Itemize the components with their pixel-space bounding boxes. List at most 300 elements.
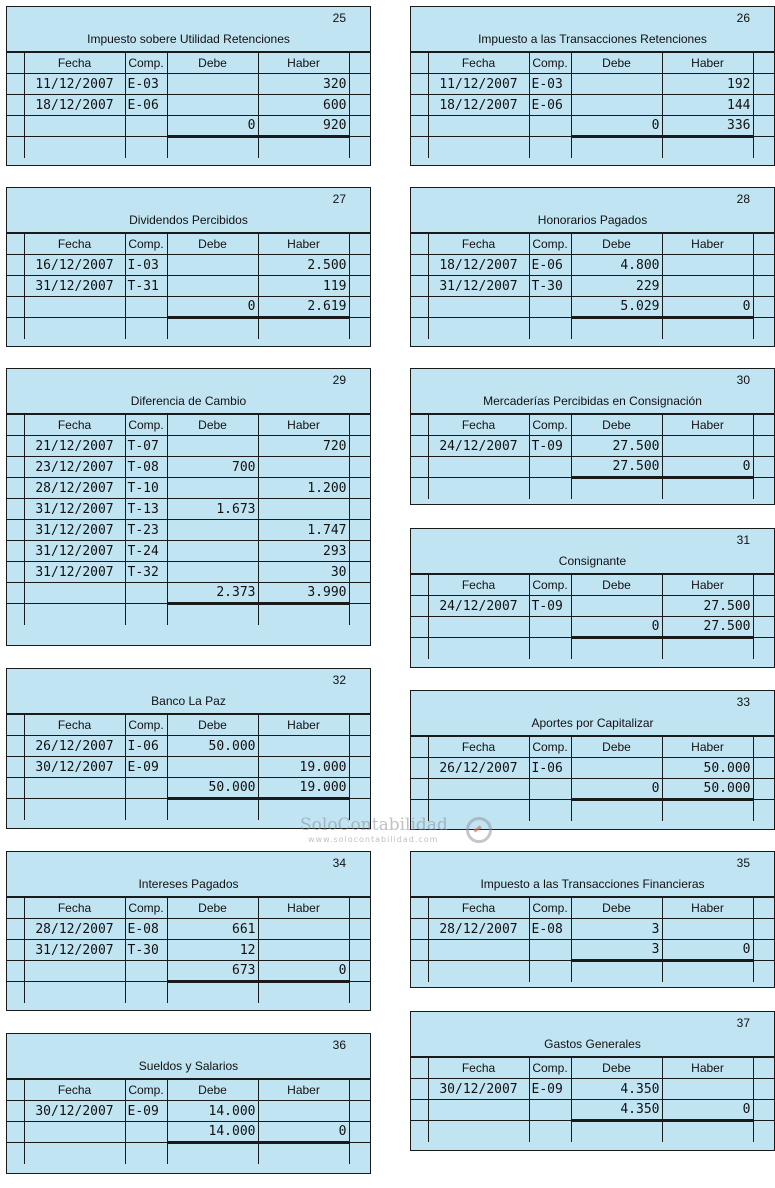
margin-cell [411, 276, 428, 297]
total-debit: 3 [571, 940, 662, 961]
empty-cell [571, 137, 662, 158]
entry-row [411, 95, 774, 116]
margin-cell [411, 1058, 428, 1079]
account-title: Aportes por Capitalizar [531, 716, 654, 730]
empty-cell [529, 779, 571, 800]
empty-cell [24, 116, 125, 137]
account-29 [6, 368, 371, 646]
col-header-comp: Comp. [529, 415, 571, 436]
entry-row [7, 541, 370, 562]
empty-cell [428, 1100, 529, 1121]
header-row [411, 898, 774, 919]
margin-cell [411, 758, 428, 779]
empty-cell [349, 318, 370, 339]
col-header-haber: Haber [258, 1080, 349, 1101]
blank-row [7, 318, 370, 339]
empty-cell [24, 604, 125, 625]
entry-debit [167, 276, 258, 297]
entry-voucher: E-09 [125, 757, 167, 778]
margin-cell [7, 898, 24, 919]
account-header [411, 1012, 774, 1057]
account-number: 25 [332, 11, 346, 25]
total-credit: 19.000 [258, 778, 349, 799]
margin-cell [7, 541, 24, 562]
entry-row [411, 1079, 774, 1100]
total-credit: 0 [258, 961, 349, 982]
account-number: 36 [332, 1038, 346, 1052]
account-36 [6, 1033, 371, 1174]
account-header [411, 188, 774, 233]
margin-cell [411, 436, 428, 457]
margin-cell [7, 234, 24, 255]
blank-row [411, 961, 774, 982]
entry-credit: 50.000 [662, 758, 753, 779]
entry-date: 28/12/2007 [24, 919, 125, 940]
margin-cell [411, 415, 428, 436]
header-row [7, 898, 370, 919]
entry-date: 21/12/2007 [24, 436, 125, 457]
margin-cell [753, 758, 774, 779]
col-header-debe: Debe [571, 575, 662, 596]
entry-voucher: E-06 [125, 95, 167, 116]
entry-date: 28/12/2007 [24, 478, 125, 499]
entry-date: 31/12/2007 [24, 541, 125, 562]
totals-row [7, 116, 370, 137]
col-header-fecha: Fecha [24, 1080, 125, 1101]
blank-row [7, 982, 370, 1003]
margin-cell [7, 736, 24, 757]
empty-cell [428, 116, 529, 137]
header-row [7, 715, 370, 736]
entry-row [411, 74, 774, 95]
empty-cell [24, 137, 125, 158]
empty-cell [529, 617, 571, 638]
entry-row [411, 436, 774, 457]
entry-voucher: E-09 [529, 1079, 571, 1100]
margin-cell [349, 276, 370, 297]
col-header-comp: Comp. [125, 1080, 167, 1101]
empty-cell [753, 961, 774, 982]
account-number: 26 [736, 11, 750, 25]
entry-row [411, 255, 774, 276]
empty-cell [411, 961, 428, 982]
entry-row [411, 758, 774, 779]
col-header-fecha: Fecha [24, 53, 125, 74]
empty-cell [753, 478, 774, 499]
margin-cell [7, 715, 24, 736]
entry-credit [662, 919, 753, 940]
account-34 [6, 851, 371, 1011]
totals-row [7, 1122, 370, 1143]
empty-cell [24, 799, 125, 820]
margin-cell [411, 898, 428, 919]
empty-cell [125, 583, 167, 604]
col-header-debe: Debe [571, 737, 662, 758]
empty-cell [411, 478, 428, 499]
margin-cell [349, 757, 370, 778]
empty-cell [428, 940, 529, 961]
margin-cell [7, 499, 24, 520]
margin-cell [753, 779, 774, 800]
account-title: Consignante [558, 554, 627, 568]
total-debit: 5.029 [571, 297, 662, 318]
entry-credit [258, 919, 349, 940]
margin-cell [7, 520, 24, 541]
account-header [411, 691, 774, 736]
col-header-comp: Comp. [125, 898, 167, 919]
empty-cell [411, 318, 428, 339]
account-25 [6, 6, 371, 166]
margin-cell [411, 53, 428, 74]
entry-row [7, 436, 370, 457]
margin-cell [349, 1101, 370, 1122]
empty-cell [428, 1121, 529, 1142]
entry-voucher: T-13 [125, 499, 167, 520]
margin-cell [753, 74, 774, 95]
empty-cell [125, 318, 167, 339]
total-credit: 3.990 [258, 583, 349, 604]
entry-date: 26/12/2007 [428, 758, 529, 779]
totals-row [7, 778, 370, 799]
account-title: Mercaderías Percibidas en Consignación [483, 394, 702, 408]
ledger-table [411, 52, 774, 158]
blank-row [7, 137, 370, 158]
margin-cell [411, 116, 428, 137]
empty-cell [125, 604, 167, 625]
account-number: 29 [332, 373, 346, 387]
total-credit: 0 [662, 297, 753, 318]
empty-cell [411, 638, 428, 659]
account-header [411, 7, 774, 52]
ledger-table [411, 233, 774, 339]
margin-cell [753, 436, 774, 457]
entry-voucher: T-30 [125, 940, 167, 961]
empty-cell [125, 1143, 167, 1164]
entry-credit: 720 [258, 436, 349, 457]
totals-row [411, 779, 774, 800]
entry-row [7, 255, 370, 276]
empty-cell [349, 137, 370, 158]
col-header-comp: Comp. [529, 234, 571, 255]
totals-row [7, 297, 370, 318]
entry-voucher: T-23 [125, 520, 167, 541]
empty-cell [411, 1121, 428, 1142]
col-header-debe: Debe [167, 234, 258, 255]
col-header-haber: Haber [662, 234, 753, 255]
ledger-table [7, 52, 370, 158]
entry-credit: 144 [662, 95, 753, 116]
empty-cell [411, 137, 428, 158]
entry-date: 24/12/2007 [428, 436, 529, 457]
total-credit: 336 [662, 116, 753, 137]
margin-cell [7, 95, 24, 116]
margin-cell [753, 919, 774, 940]
account-header [7, 1034, 370, 1079]
margin-cell [349, 583, 370, 604]
account-title: Dividendos Percibidos [129, 213, 248, 227]
col-header-comp: Comp. [125, 415, 167, 436]
col-header-debe: Debe [571, 1058, 662, 1079]
margin-cell [753, 457, 774, 478]
entry-date: 30/12/2007 [24, 757, 125, 778]
entry-date: 18/12/2007 [24, 95, 125, 116]
ledger-table [7, 233, 370, 339]
entry-date: 30/12/2007 [428, 1079, 529, 1100]
margin-cell [349, 234, 370, 255]
margin-cell [349, 715, 370, 736]
empty-cell [24, 318, 125, 339]
entry-debit: 700 [167, 457, 258, 478]
empty-cell [167, 799, 258, 820]
empty-cell [24, 778, 125, 799]
empty-cell [571, 961, 662, 982]
empty-cell [753, 318, 774, 339]
margin-cell [7, 74, 24, 95]
col-header-fecha: Fecha [428, 737, 529, 758]
entry-debit: 12 [167, 940, 258, 961]
col-header-comp: Comp. [529, 898, 571, 919]
empty-cell [125, 1122, 167, 1143]
margin-cell [753, 617, 774, 638]
margin-cell [411, 779, 428, 800]
margin-cell [7, 757, 24, 778]
entry-credit [662, 276, 753, 297]
empty-cell [529, 961, 571, 982]
entry-row [7, 562, 370, 583]
col-header-haber: Haber [662, 575, 753, 596]
entry-voucher: T-09 [529, 596, 571, 617]
entry-date: 11/12/2007 [428, 74, 529, 95]
margin-cell [349, 1080, 370, 1101]
col-header-debe: Debe [167, 898, 258, 919]
account-header [7, 852, 370, 897]
entry-voucher: E-08 [125, 919, 167, 940]
empty-cell [662, 800, 753, 821]
margin-cell [349, 478, 370, 499]
col-header-debe: Debe [167, 715, 258, 736]
total-debit: 27.500 [571, 457, 662, 478]
empty-cell [167, 604, 258, 625]
totals-row [411, 617, 774, 638]
entry-debit [167, 436, 258, 457]
entry-debit [571, 596, 662, 617]
margin-cell [753, 575, 774, 596]
empty-cell [753, 800, 774, 821]
margin-cell [349, 297, 370, 318]
entry-row [7, 919, 370, 940]
account-title: Impuesto sobere Utilidad Retenciones [87, 32, 290, 46]
col-header-haber: Haber [258, 415, 349, 436]
entry-debit: 27.500 [571, 436, 662, 457]
account-header [7, 669, 370, 714]
account-title: Banco La Paz [151, 694, 226, 708]
entry-row [411, 919, 774, 940]
margin-cell [7, 1080, 24, 1101]
total-credit: 0 [662, 457, 753, 478]
margin-cell [411, 234, 428, 255]
total-debit: 0 [167, 116, 258, 137]
empty-cell [24, 982, 125, 1003]
entry-debit: 229 [571, 276, 662, 297]
col-header-fecha: Fecha [428, 898, 529, 919]
entry-row [7, 520, 370, 541]
margin-cell [753, 898, 774, 919]
empty-cell [167, 1143, 258, 1164]
entry-debit [167, 541, 258, 562]
empty-cell [529, 478, 571, 499]
account-header [411, 852, 774, 897]
empty-cell [125, 297, 167, 318]
margin-cell [7, 583, 24, 604]
margin-cell [349, 116, 370, 137]
col-header-fecha: Fecha [24, 234, 125, 255]
header-row [7, 53, 370, 74]
total-credit: 50.000 [662, 779, 753, 800]
empty-cell [167, 982, 258, 1003]
account-number: 35 [736, 856, 750, 870]
empty-cell [24, 1122, 125, 1143]
account-header [7, 369, 370, 414]
margin-cell [349, 520, 370, 541]
col-header-haber: Haber [662, 898, 753, 919]
blank-row [411, 137, 774, 158]
margin-cell [349, 562, 370, 583]
col-header-debe: Debe [167, 1080, 258, 1101]
account-28 [410, 187, 775, 347]
blank-row [7, 604, 370, 625]
empty-cell [428, 478, 529, 499]
empty-cell [529, 297, 571, 318]
total-debit: 0 [571, 779, 662, 800]
entry-debit: 50.000 [167, 736, 258, 757]
entry-credit: 600 [258, 95, 349, 116]
empty-cell [529, 1100, 571, 1121]
margin-cell [411, 95, 428, 116]
margin-cell [753, 1100, 774, 1121]
margin-cell [349, 919, 370, 940]
col-header-comp: Comp. [125, 234, 167, 255]
empty-cell [24, 961, 125, 982]
entry-debit: 4.800 [571, 255, 662, 276]
empty-cell [662, 961, 753, 982]
margin-cell [411, 74, 428, 95]
entry-credit: 320 [258, 74, 349, 95]
col-header-fecha: Fecha [24, 715, 125, 736]
margin-cell [411, 596, 428, 617]
margin-cell [349, 53, 370, 74]
total-debit: 50.000 [167, 778, 258, 799]
entry-credit [258, 457, 349, 478]
margin-cell [753, 415, 774, 436]
account-number: 27 [332, 192, 346, 206]
account-37 [410, 1011, 775, 1151]
totals-row [411, 116, 774, 137]
entry-voucher: E-06 [529, 95, 571, 116]
empty-cell [167, 318, 258, 339]
account-30 [410, 368, 775, 505]
total-credit: 920 [258, 116, 349, 137]
margin-cell [7, 940, 24, 961]
margin-cell [753, 95, 774, 116]
ledger-table [411, 414, 774, 499]
empty-cell [167, 137, 258, 158]
col-header-fecha: Fecha [428, 575, 529, 596]
entry-debit: 1.673 [167, 499, 258, 520]
entry-date: 26/12/2007 [24, 736, 125, 757]
account-35 [410, 851, 775, 988]
totals-row [411, 1100, 774, 1121]
entry-debit [167, 478, 258, 499]
entry-credit: 119 [258, 276, 349, 297]
col-header-comp: Comp. [529, 53, 571, 74]
empty-cell [428, 318, 529, 339]
empty-cell [662, 638, 753, 659]
header-row [411, 1058, 774, 1079]
blank-row [411, 638, 774, 659]
header-row [411, 53, 774, 74]
entry-date: 18/12/2007 [428, 95, 529, 116]
entry-voucher: I-06 [125, 736, 167, 757]
account-title: Sueldos y Salarios [138, 1059, 239, 1073]
entry-voucher: E-03 [529, 74, 571, 95]
empty-cell [529, 116, 571, 137]
margin-cell [349, 436, 370, 457]
entry-debit [167, 562, 258, 583]
margin-cell [753, 276, 774, 297]
total-debit: 673 [167, 961, 258, 982]
entry-voucher: T-09 [529, 436, 571, 457]
empty-cell [753, 137, 774, 158]
col-header-debe: Debe [167, 415, 258, 436]
account-title: Impuesto a las Transacciones Retenciones [478, 32, 707, 46]
margin-cell [411, 575, 428, 596]
empty-cell [24, 297, 125, 318]
empty-cell [7, 799, 24, 820]
header-row [411, 234, 774, 255]
entry-date: 31/12/2007 [24, 276, 125, 297]
margin-cell [349, 736, 370, 757]
entry-debit [571, 758, 662, 779]
empty-cell [571, 318, 662, 339]
entry-date: 23/12/2007 [24, 457, 125, 478]
account-32 [6, 668, 371, 829]
margin-cell [753, 1079, 774, 1100]
account-number: 32 [332, 673, 346, 687]
entry-voucher: I-06 [529, 758, 571, 779]
margin-cell [349, 74, 370, 95]
entry-credit: 293 [258, 541, 349, 562]
margin-cell [411, 940, 428, 961]
account-number: 28 [736, 192, 750, 206]
margin-cell [7, 778, 24, 799]
entry-voucher: T-30 [529, 276, 571, 297]
col-header-debe: Debe [571, 234, 662, 255]
margin-cell [349, 95, 370, 116]
entry-debit [571, 74, 662, 95]
header-row [411, 415, 774, 436]
ledger-table [7, 714, 370, 820]
col-header-haber: Haber [662, 737, 753, 758]
margin-cell [411, 457, 428, 478]
entry-date: 31/12/2007 [24, 940, 125, 961]
margin-cell [411, 617, 428, 638]
margin-cell [7, 457, 24, 478]
total-debit: 14.000 [167, 1122, 258, 1143]
account-header [7, 7, 370, 52]
col-header-comp: Comp. [529, 737, 571, 758]
margin-cell [7, 116, 24, 137]
totals-row [411, 940, 774, 961]
